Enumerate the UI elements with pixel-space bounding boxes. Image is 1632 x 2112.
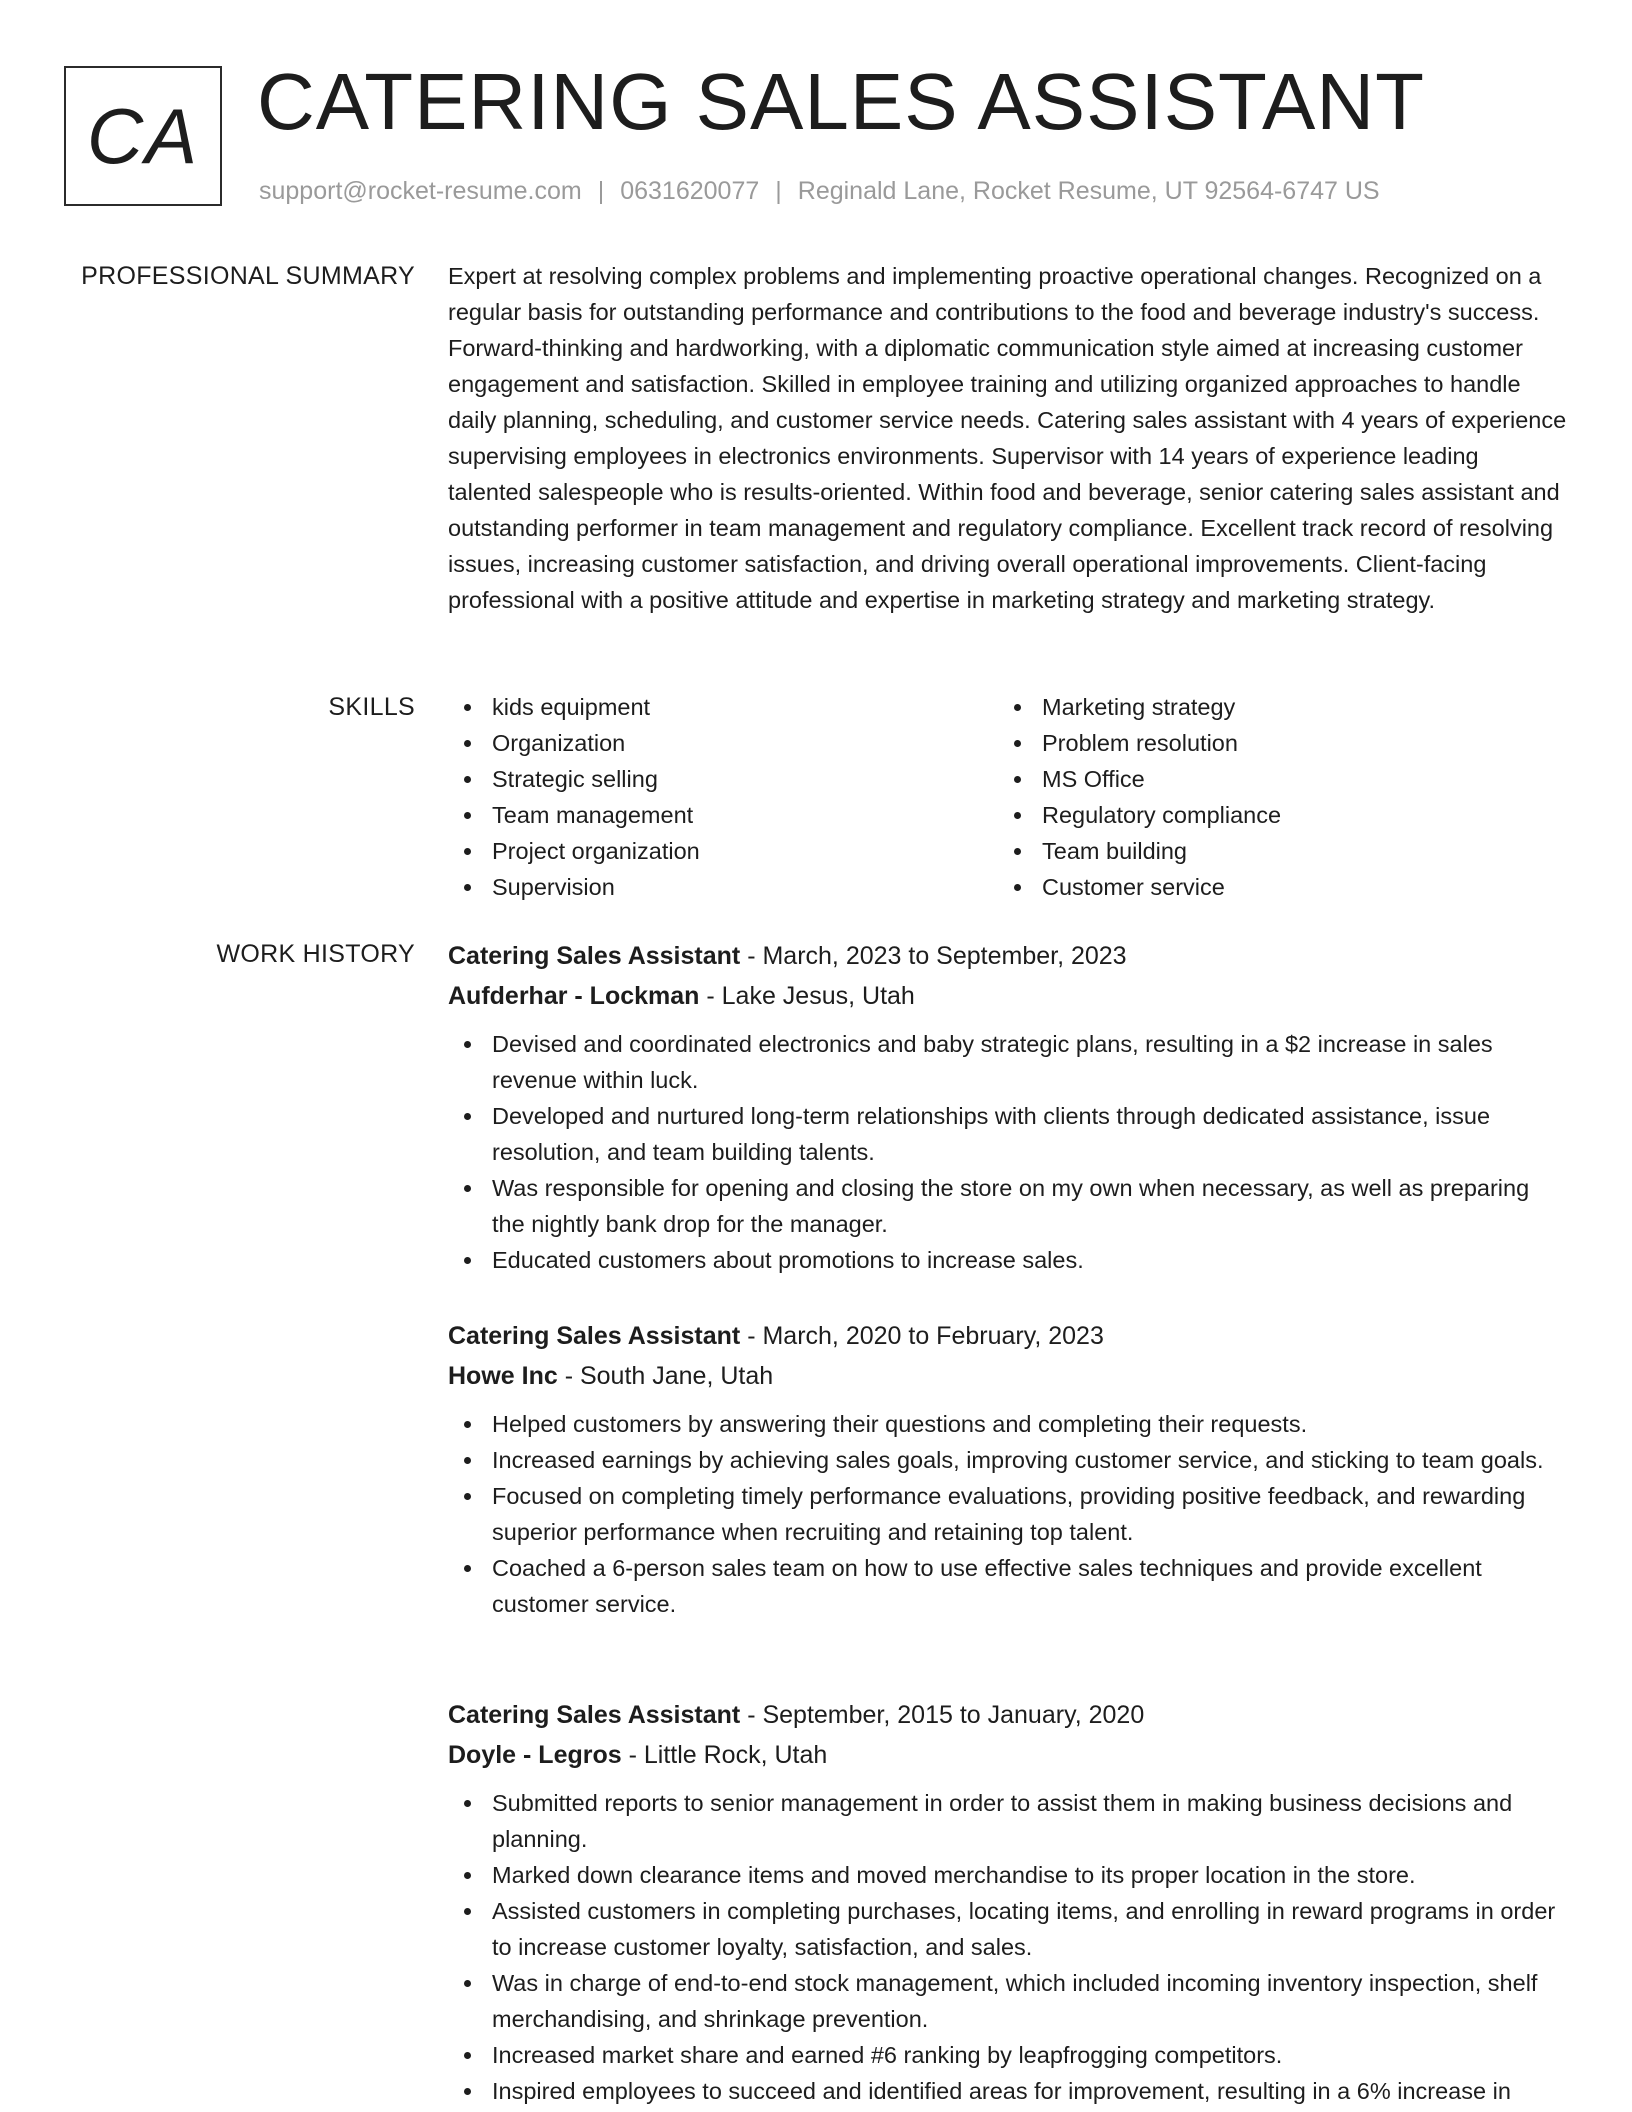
skill-item: Project organization bbox=[448, 833, 998, 869]
job-entry bbox=[448, 1316, 1568, 1622]
resume-title: CATERING SALES ASSISTANT bbox=[257, 57, 1425, 146]
skill-item: kids equipment bbox=[448, 689, 998, 725]
job-title-line bbox=[448, 1316, 1568, 1356]
skill-item: Customer service bbox=[998, 869, 1548, 905]
skill-item: Strategic selling bbox=[448, 761, 998, 797]
job-title: Catering Sales Assistant bbox=[448, 1322, 741, 1350]
job-company-line bbox=[448, 976, 1568, 1016]
job-bullet-list bbox=[448, 1785, 1568, 2109]
job-company: Doyle - Legros bbox=[448, 1741, 622, 1769]
job-location: - Little Rock, Utah bbox=[621, 1741, 828, 1769]
job-bullet: Increased market share and earned #6 ranking by leapfrogging competitors. bbox=[448, 2037, 1568, 2073]
job-bullet: Submitted reports to senior management in order to assist them in making business decisions and planning. bbox=[448, 1785, 1568, 1857]
monogram-initials: CA bbox=[86, 91, 200, 180]
contact-separator: | bbox=[775, 177, 782, 205]
skill-item: Organization bbox=[448, 725, 998, 761]
job-bullet: Marked down clearance items and moved merchandise to its proper location in the store. bbox=[448, 1857, 1568, 1893]
skill-item: Team building bbox=[998, 833, 1548, 869]
job-bullet: Helped customers by answering their questions and completing their requests. bbox=[448, 1406, 1568, 1442]
job-title: Catering Sales Assistant bbox=[448, 1701, 741, 1729]
job-bullet: Inspired employees to succeed and identified areas for improvement, resulting in a 6% increase in bbox=[448, 2073, 1568, 2109]
section-heading-work-history: WORK HISTORY bbox=[216, 940, 415, 968]
job-bullet: Focused on completing timely performance evaluations, providing positive feedback, and rewarding superior performance when recruiting and retaining top talent. bbox=[448, 1478, 1568, 1550]
skill-item: Team management bbox=[448, 797, 998, 833]
job-company-line bbox=[448, 1356, 1568, 1396]
section-heading-skills: SKILLS bbox=[328, 693, 415, 721]
job-bullet: Was in charge of end-to-end stock management, which included incoming inventory inspection, shelf merchandising, and shrinkage prevention. bbox=[448, 1965, 1568, 2037]
job-bullet: Educated customers about promotions to increase sales. bbox=[448, 1242, 1568, 1278]
job-company: Aufderhar - Lockman bbox=[448, 982, 700, 1010]
job-bullet-list bbox=[448, 1026, 1568, 1278]
job-bullet: Coached a 6-person sales team on how to use effective sales techniques and provide excellent customer service. bbox=[448, 1550, 1568, 1622]
contact-separator: | bbox=[597, 177, 605, 205]
skills-body bbox=[448, 689, 1568, 905]
job-bullet-list bbox=[448, 1406, 1568, 1622]
job-entry bbox=[448, 1695, 1568, 2109]
job-company: Howe Inc bbox=[448, 1362, 558, 1390]
job-location: - South Jane, Utah bbox=[557, 1362, 774, 1390]
skill-item: Regulatory compliance bbox=[998, 797, 1548, 833]
job-location: - Lake Jesus, Utah bbox=[699, 982, 915, 1010]
skills-columns bbox=[448, 689, 1568, 905]
skills-list-right bbox=[998, 689, 1548, 905]
contact-address: Reginald Lane, Rocket Resume, UT 92564-6747 US bbox=[797, 177, 1380, 205]
job-bullet: Was responsible for opening and closing the store on my own when necessary, as well as preparing the nightly bank drop for the manager. bbox=[448, 1170, 1568, 1242]
job-bullet: Developed and nurtured long-term relationships with clients through dedicated assistance, issue resolution, and team building talents. bbox=[448, 1098, 1568, 1170]
monogram-box bbox=[64, 66, 222, 206]
skill-item: Marketing strategy bbox=[998, 689, 1548, 725]
job-dates: - September, 2015 to January, 2020 bbox=[740, 1701, 1145, 1729]
skill-item: MS Office bbox=[998, 761, 1548, 797]
job-title-line bbox=[448, 1695, 1568, 1735]
contact-line bbox=[259, 174, 1380, 208]
summary-body bbox=[448, 258, 1568, 618]
job-title: Catering Sales Assistant bbox=[448, 942, 741, 970]
section-heading-summary: PROFESSIONAL SUMMARY bbox=[81, 262, 415, 290]
job-entry bbox=[448, 936, 1568, 1278]
job-dates: - March, 2020 to February, 2023 bbox=[740, 1322, 1104, 1350]
job-company-line bbox=[448, 1735, 1568, 1775]
job-bullet: Assisted customers in completing purchases, locating items, and enrolling in reward programs in order to increase customer loyalty, satisfaction, and sales. bbox=[448, 1893, 1568, 1965]
skill-item: Problem resolution bbox=[998, 725, 1548, 761]
summary-text: Expert at resolving complex problems and implementing proactive operational changes. Recognized on a regular basis for outstanding performance and contributions to the food and beverage industry's success. Forward-thinking and hardworking, with a diplomatic communication style aimed at increasing customer engagement and satisfaction. Skilled in employee training and utilizing organized approaches to handle daily planning, scheduling, and customer service needs. Catering sales assistant with 4 years of experience supervising employees in electronics environments. Supervisor with 14 years of experience leading talented salespeople who is results-oriented. Within food and beverage, senior catering sales assistant and outstanding performer in team management and regulatory compliance. Excellent track record of resolving issues, increasing customer satisfaction, and driving overall operational improvements. Client-facing professional with a positive attitude and expertise in marketing strategy and marketing strategy. bbox=[448, 263, 1567, 613]
skill-item: Supervision bbox=[448, 869, 998, 905]
job-title-line bbox=[448, 936, 1568, 976]
job-bullet: Devised and coordinated electronics and baby strategic plans, resulting in a $2 increase in sales revenue within luck. bbox=[448, 1026, 1568, 1098]
contact-phone: 0631620077 bbox=[620, 177, 760, 205]
job-bullet: Increased earnings by achieving sales goals, improving customer service, and sticking to team goals. bbox=[448, 1442, 1568, 1478]
skills-list-left bbox=[448, 689, 998, 905]
job-dates: - March, 2023 to September, 2023 bbox=[740, 942, 1127, 970]
contact-email: support@rocket-resume.com bbox=[259, 177, 582, 205]
